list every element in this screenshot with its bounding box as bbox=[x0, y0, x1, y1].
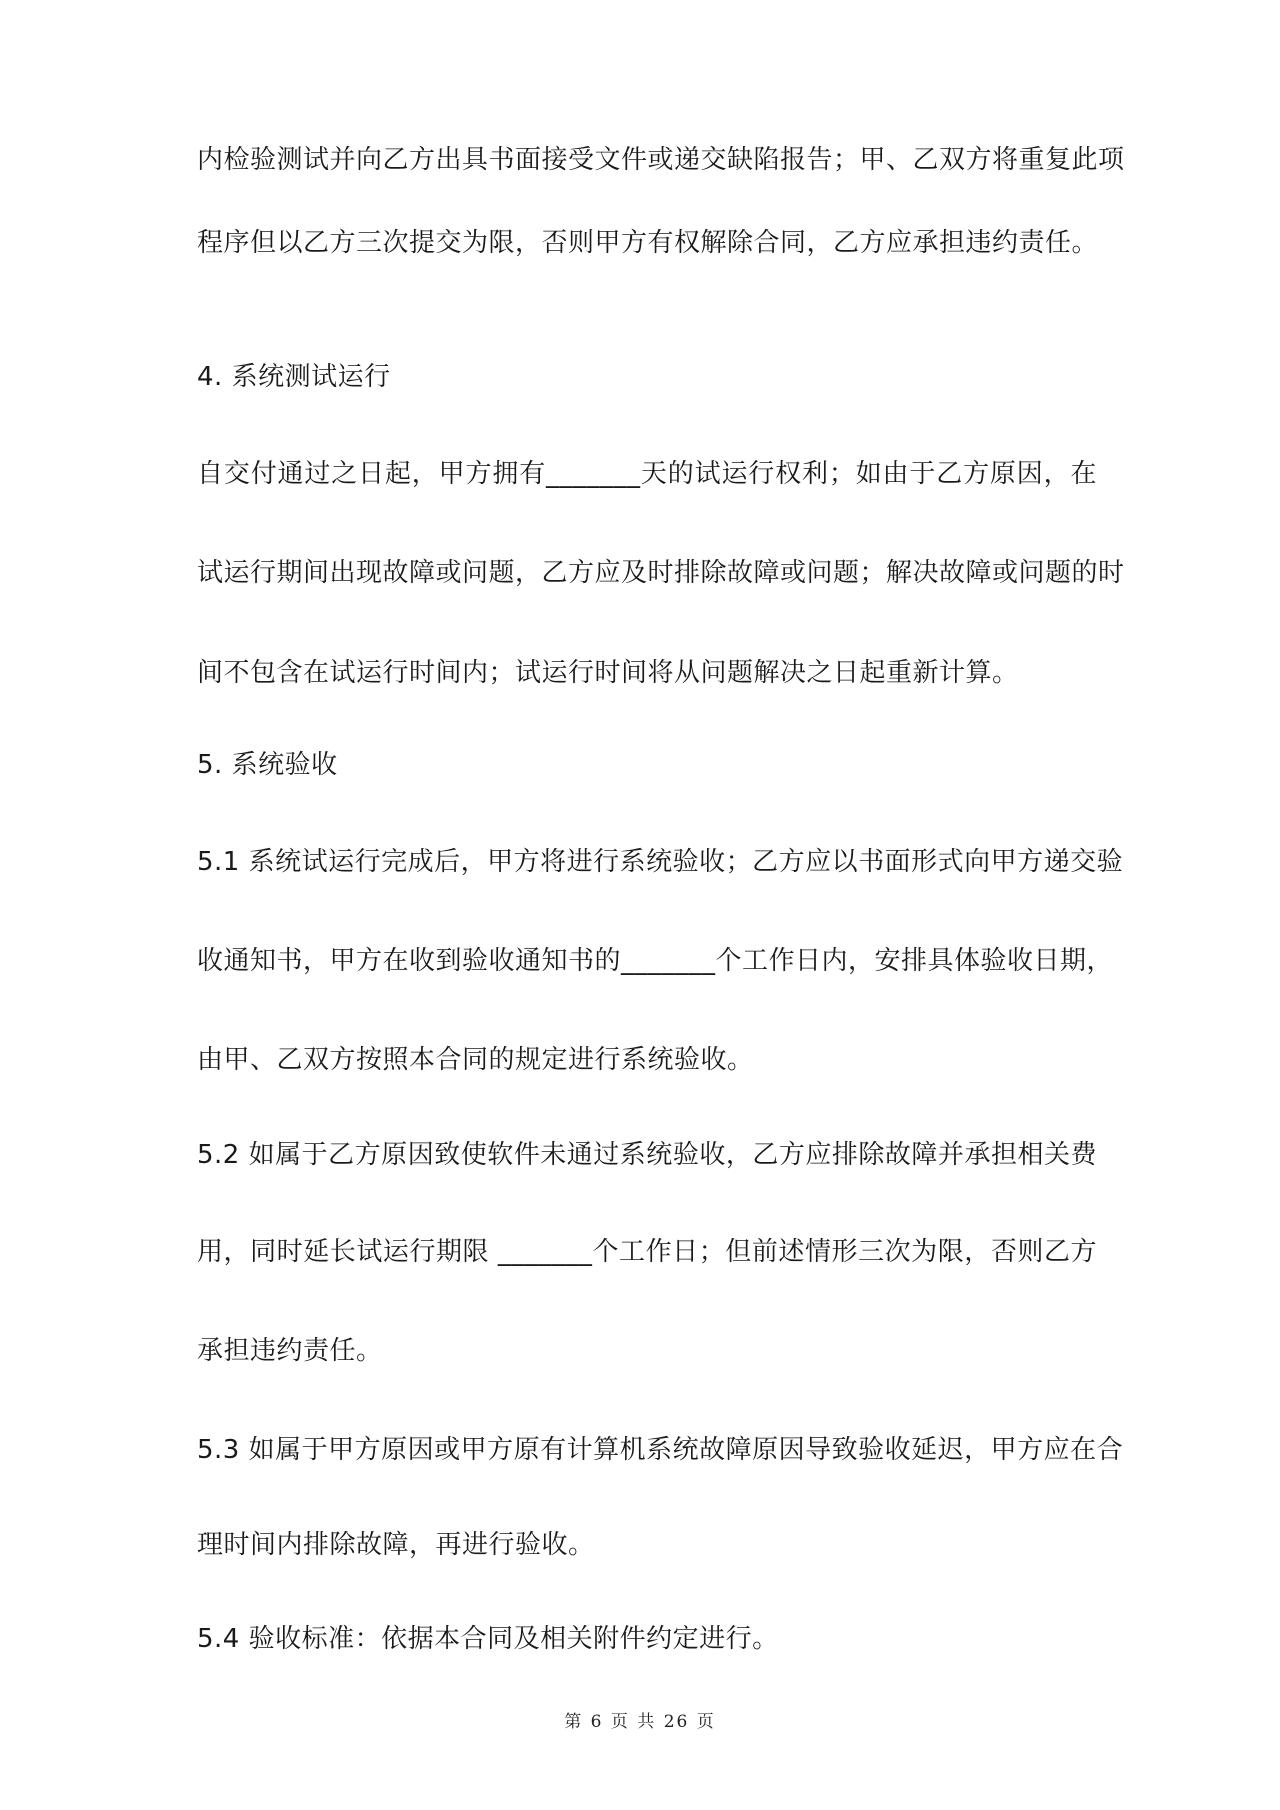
section-heading: 4. 系统测试运行 bbox=[197, 362, 391, 392]
paragraph-line: 5.4 验收标准：依据本合同及相关附件约定进行。 bbox=[197, 1624, 779, 1654]
page-number-footer: 第 6 页 共 26 页 bbox=[564, 1712, 716, 1732]
paragraph-line: 自交付通过之日起，甲方拥有_______天的试运行权利；如由于乙方原因，在 bbox=[197, 459, 1097, 489]
paragraph-line: 理时间内排除故障，再进行验收。 bbox=[197, 1530, 595, 1560]
paragraph-line: 程序但以乙方三次提交为限，否则甲方有权解除合同，乙方应承担违约责任。 bbox=[197, 228, 1099, 258]
paragraph-line: 间不包含在试运行时间内；试运行时间将从问题解决之日起重新计算。 bbox=[197, 658, 1019, 688]
paragraph-line: 收通知书，甲方在收到验收通知书的_______个工作日内，安排具体验收日期， bbox=[197, 946, 1114, 976]
paragraph-line: 5.2 如属于乙方原因致使软件未通过系统验收，乙方应排除故障并承担相关费 bbox=[197, 1140, 1097, 1170]
paragraph-line: 用，同时延长试运行期限 _______个工作日；但前述情形三次为限，否则乙方 bbox=[197, 1237, 1097, 1267]
paragraph-line: 5.3 如属于甲方原因或甲方原有计算机系统故障原因导致验收延迟，甲方应在合 bbox=[197, 1435, 1124, 1465]
paragraph-line: 试运行期间出现故障或问题，乙方应及时排除故障或问题；解决故障或问题的时 bbox=[197, 558, 1125, 588]
paragraph-line: 5.1 系统试运行完成后，甲方将进行系统验收；乙方应以书面形式向甲方递交验 bbox=[197, 847, 1124, 877]
paragraph-line: 内检验测试并向乙方出具书面接受文件或递交缺陷报告；甲、乙双方将重复此项 bbox=[197, 145, 1125, 175]
paragraph-line: 由甲、乙双方按照本合同的规定进行系统验收。 bbox=[197, 1045, 754, 1075]
section-heading: 5. 系统验收 bbox=[197, 750, 338, 780]
paragraph-line: 承担违约责任。 bbox=[197, 1336, 383, 1366]
